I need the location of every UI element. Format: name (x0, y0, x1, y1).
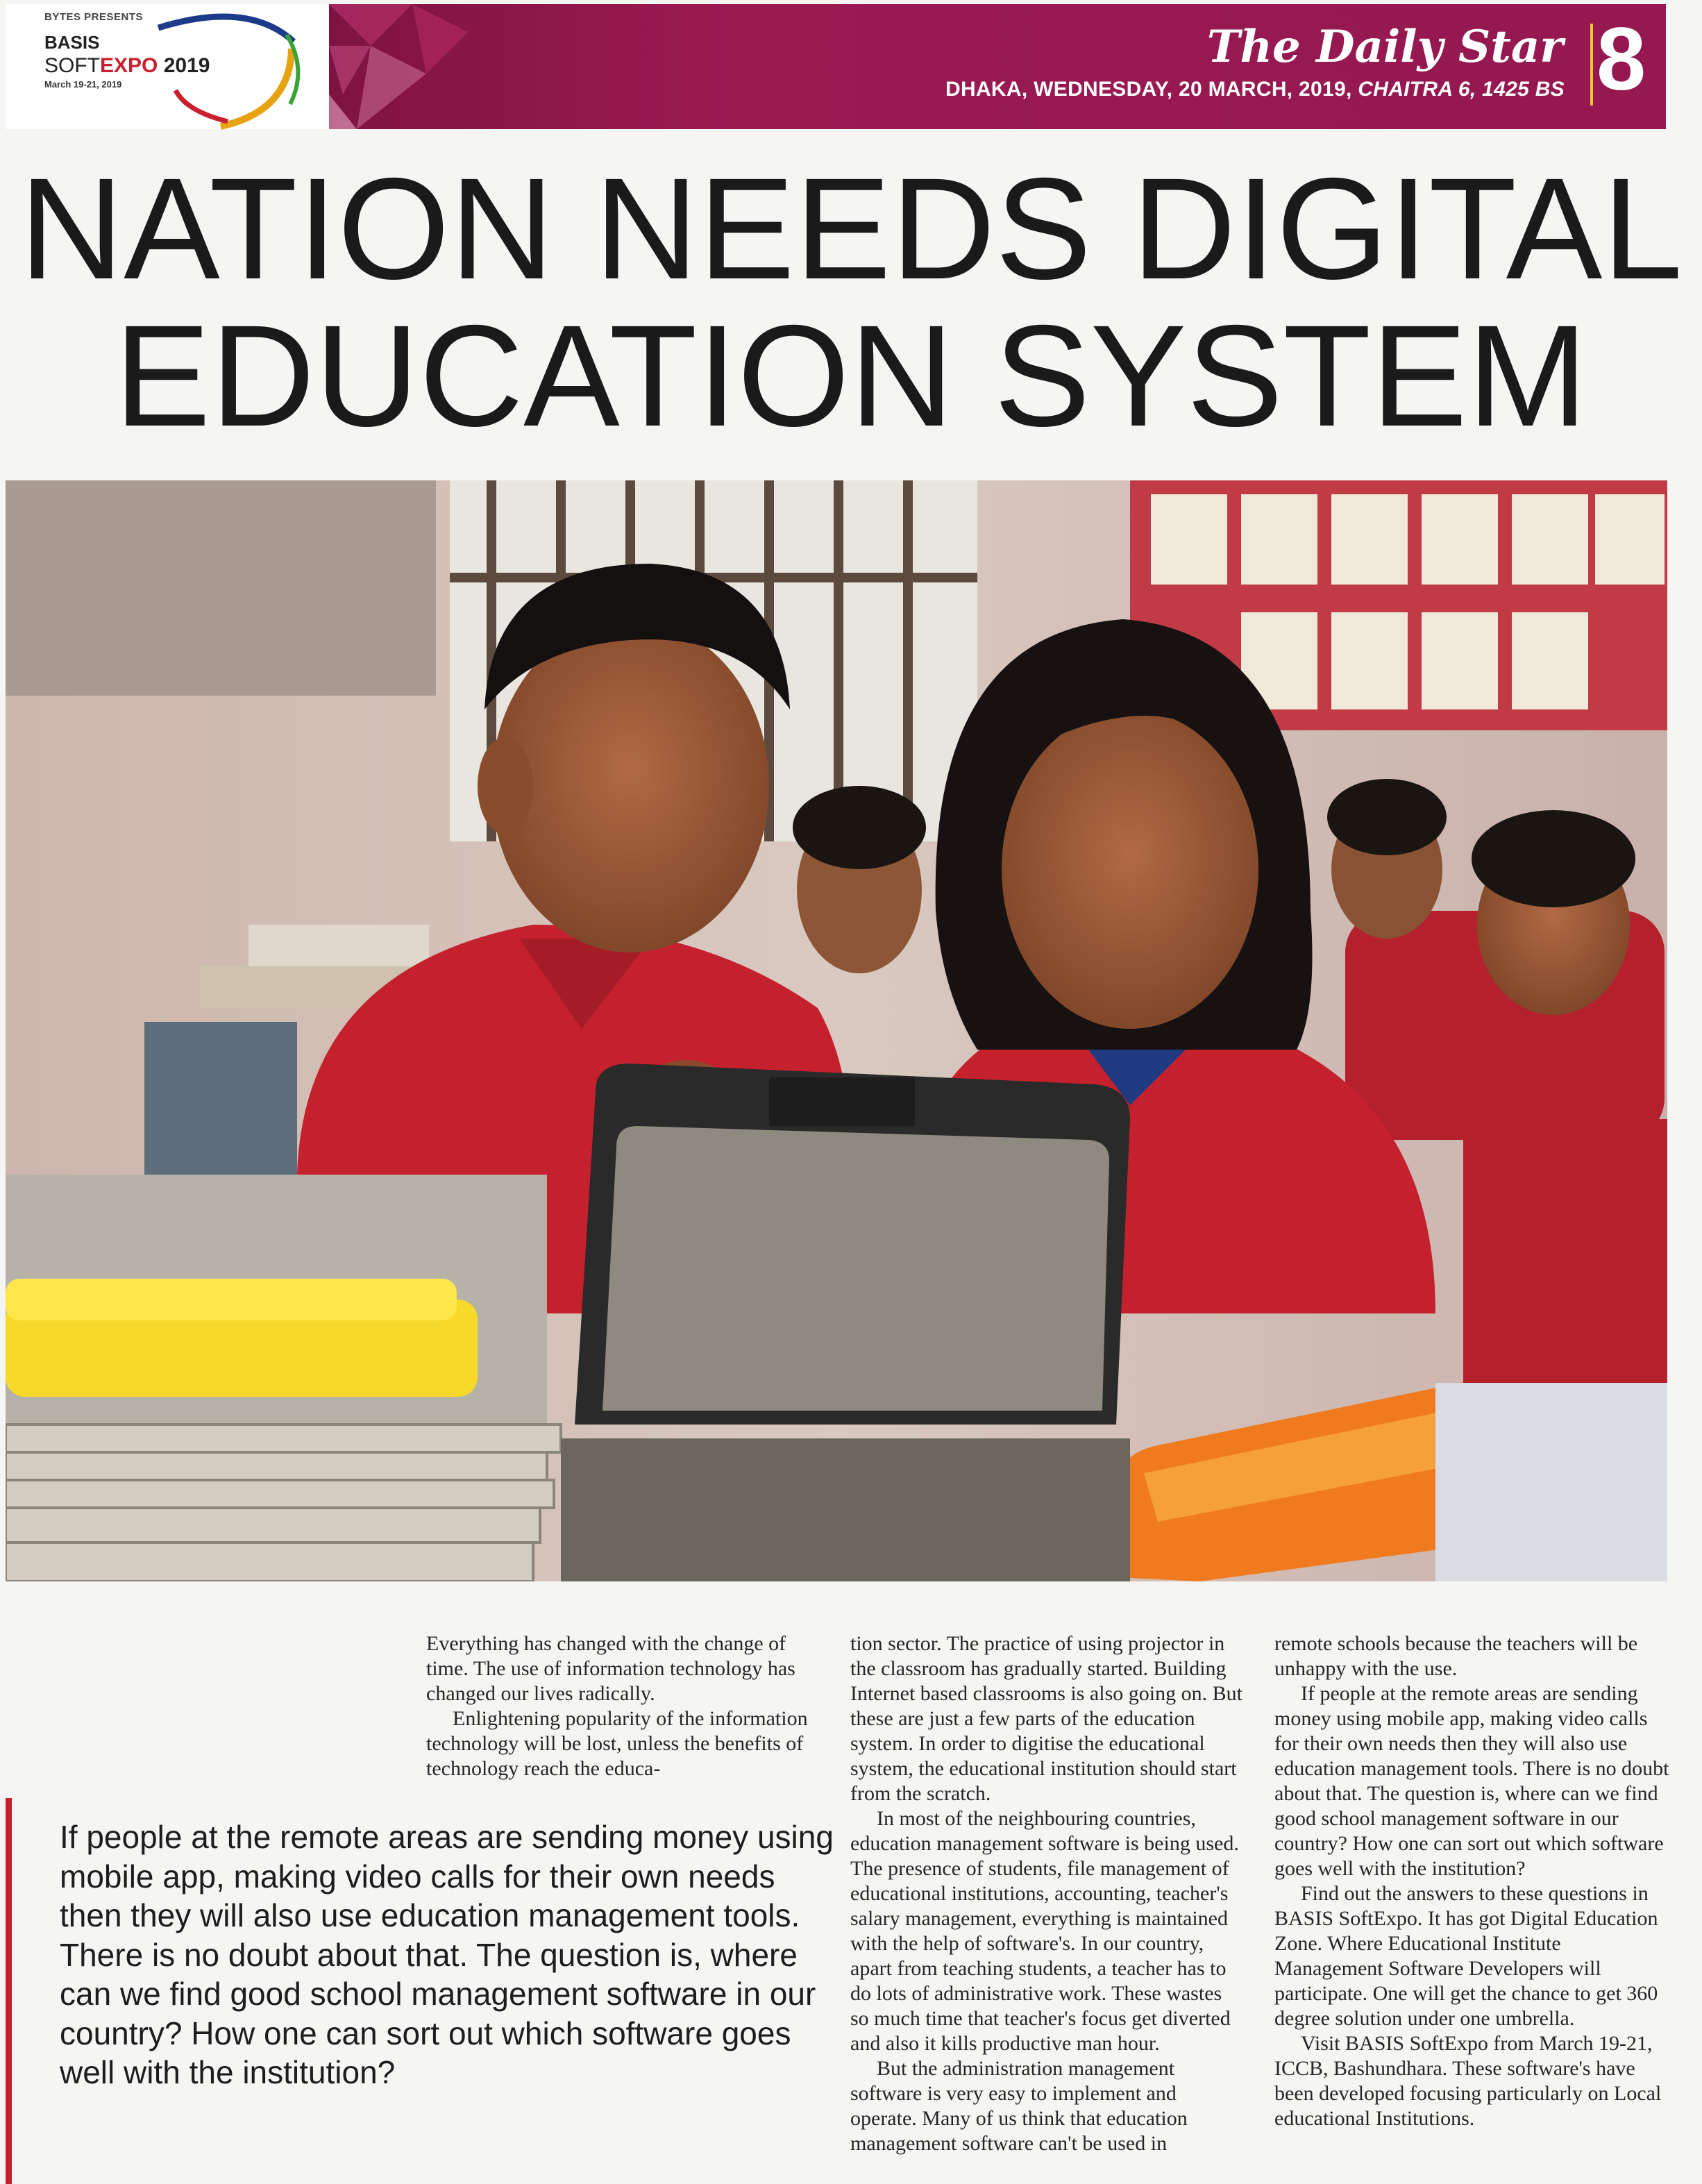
event-name: SOFTEXPO 2019 (44, 54, 210, 77)
dateline: DHAKA, WEDNESDAY, 20 MARCH, 2019, CHAITRA 6, 1425 BS (945, 78, 1565, 101)
page-headline (0, 149, 1702, 457)
article-column-2 (850, 1631, 1245, 2156)
classroom-tablet-photo-icon (6, 480, 1667, 1581)
paragraph: Visit BASIS SoftExpo from March 19-21, ICCB, Bashundhara. These software's have been developed focusing particularly on Local educational Institutions. (1274, 2032, 1662, 2130)
paragraph: If people at the remote areas are sending money using mobile app, making video calls for their own needs then they will also use education management tools. There is no doubt about that. The question is, where can we find good school management software in our country? How one can sort out which software goes well with the institution? (1274, 1682, 1669, 1880)
paragraph: Everything has changed with the change of time. The use of information technology has changed our lives radically. (426, 1632, 795, 1705)
paragraph: Enlightening popularity of the information technology will be lost, unless the benefits of technology reach the educa- (426, 1707, 808, 1780)
article-column-1 (426, 1631, 815, 1781)
headline-line-1: NATION NEEDS DIGITAL (19, 149, 1683, 310)
paragraph: In most of the neighbouring countries, education management software is being used. The presence of students, file management of educational institutions, accounting, teacher's salary management, everything is maintained with the help of software's. In our country, apart from teaching students, a teacher has to do lots of administrative work. These wastes so much time that teacher's focus get diverted and also it kills productive man hour. (850, 1807, 1239, 2055)
paragraph: Find out the answers to these questions in BASIS SoftExpo. It has got Digital Education Zone. Where Educational Institute Management Software Developers will participate. One will get the chance to get 360 degree solution under one umbrella. (1274, 1882, 1658, 2030)
softexpo-logo (6, 4, 329, 129)
pull-quote: If people at the remote areas are sending money using mobile app, making video calls for their own needs then they will also use education management tools. There is no doubt about that. The question is, where can we find good school management software in our country? How one can sort out which software goes well with the institution? (60, 1819, 834, 2090)
paragraph: remote schools because the teachers will be unhappy with the use. (1274, 1632, 1638, 1680)
article-column-3 (1274, 1631, 1670, 2131)
expo-swoosh-icon (144, 7, 311, 132)
pull-quote-bar (6, 1798, 12, 2184)
event-basis-label: BASIS (44, 32, 100, 53)
event-dates: March 19-21, 2019 (44, 79, 122, 90)
paragraph: But the administration management software is very easy to implement and operate. Many of us think that education management software can't be used in (850, 2057, 1188, 2155)
headline-line-2: EDUCATION SYSTEM (114, 296, 1588, 457)
page-number: 8 (1596, 10, 1646, 109)
article-photo (6, 480, 1667, 1581)
polygon-decoration-icon (329, 4, 482, 129)
masthead-divider (1590, 24, 1593, 106)
presenter-label: BYTES PRESENTS (44, 11, 144, 23)
newspaper-masthead: The Daily Star (1206, 21, 1563, 73)
paragraph: tion sector. The practice of using projector in the classroom has gradually started. Building Internet based classrooms is also going on. But these are just a few parts of the education system. In order to digitise the educational system, the educational institution should start from the scratch. (850, 1632, 1242, 1805)
